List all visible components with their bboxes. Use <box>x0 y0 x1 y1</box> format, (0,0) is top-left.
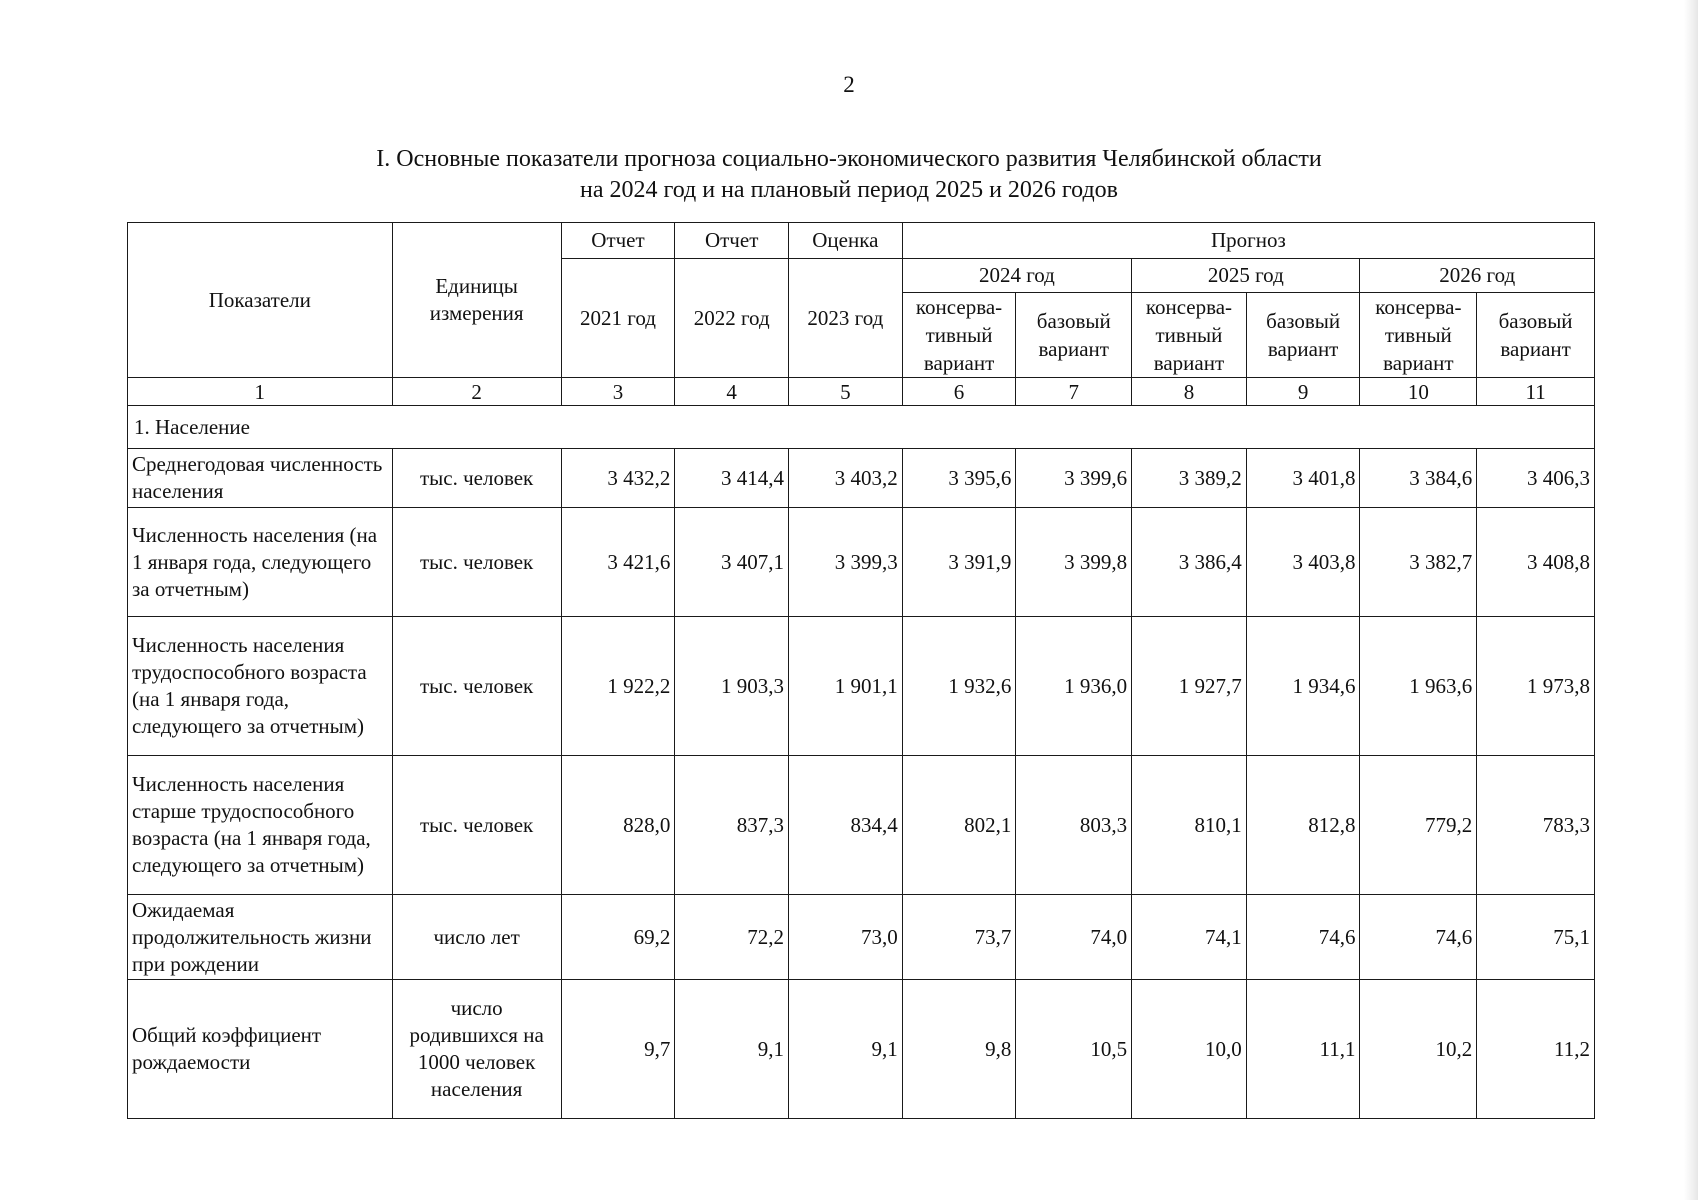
value-cell: 1 936,0 <box>1016 617 1132 756</box>
value-cell: 1 922,2 <box>561 617 675 756</box>
header-report-2022: Отчет <box>675 223 789 259</box>
unit-cell: тыс. человек <box>392 449 561 508</box>
value-cell: 810,1 <box>1132 756 1247 895</box>
header-variant-base-2025: базовый вариант <box>1246 293 1360 378</box>
title-line-1: I. Основные показатели прогноза социально-экономического развития Челябинской области <box>376 146 1322 172</box>
unit-cell: число родившихся на 1000 человек населения <box>392 980 561 1119</box>
column-number: 11 <box>1477 378 1595 406</box>
value-cell: 11,1 <box>1246 980 1360 1119</box>
value-cell: 10,2 <box>1360 980 1477 1119</box>
indicator-cell: Численность населения (на 1 января года, следующего за отчетным) <box>128 508 393 617</box>
column-number: 7 <box>1016 378 1132 406</box>
value-cell: 1 901,1 <box>789 617 903 756</box>
value-cell: 3 399,8 <box>1016 508 1132 617</box>
value-cell: 74,1 <box>1132 895 1247 980</box>
header-variant-conservative-2024: консерва-тивный вариант <box>902 293 1016 378</box>
value-cell: 1 934,6 <box>1246 617 1360 756</box>
value-cell: 3 432,2 <box>561 449 675 508</box>
forecast-table <box>127 222 1595 1119</box>
indicator-cell: Ожидаемая продолжительность жизни при рождении <box>128 895 393 980</box>
value-cell: 1 932,6 <box>902 617 1016 756</box>
column-number: 6 <box>902 378 1016 406</box>
unit-cell: число лет <box>392 895 561 980</box>
value-cell: 69,2 <box>561 895 675 980</box>
column-number: 5 <box>789 378 903 406</box>
value-cell: 3 406,3 <box>1477 449 1595 508</box>
value-cell: 3 403,2 <box>789 449 903 508</box>
unit-cell: тыс. человек <box>392 617 561 756</box>
unit-cell: тыс. человек <box>392 508 561 617</box>
header-variant-base-2024: базовый вариант <box>1016 293 1132 378</box>
value-cell: 10,0 <box>1132 980 1247 1119</box>
header-variant-conservative-2026: консерва-тивный вариант <box>1360 293 1477 378</box>
column-number: 3 <box>561 378 675 406</box>
indicator-cell: Общий коэффициент рождаемости <box>128 980 393 1119</box>
value-cell: 783,3 <box>1477 756 1595 895</box>
value-cell: 72,2 <box>675 895 789 980</box>
column-number: 2 <box>392 378 561 406</box>
header-forecast: Прогноз <box>902 223 1594 259</box>
value-cell: 834,4 <box>789 756 903 895</box>
column-number: 1 <box>128 378 393 406</box>
value-cell: 1 927,7 <box>1132 617 1247 756</box>
header-variant-base-2026: базовый вариант <box>1477 293 1595 378</box>
column-number: 9 <box>1246 378 1360 406</box>
scan-edge-shadow <box>1684 0 1698 1200</box>
header-year-2022: 2022 год <box>675 259 789 378</box>
header-indicator: Показатели <box>128 223 393 378</box>
value-cell: 812,8 <box>1246 756 1360 895</box>
value-cell: 74,6 <box>1246 895 1360 980</box>
title-line-2: на 2024 год и на плановый период 2025 и 2026 годов <box>579 177 1119 203</box>
value-cell: 9,1 <box>675 980 789 1119</box>
header-year-2023: 2023 год <box>789 259 903 378</box>
value-cell: 3 414,4 <box>675 449 789 508</box>
column-number: 8 <box>1132 378 1247 406</box>
value-cell: 9,8 <box>902 980 1016 1119</box>
column-number: 10 <box>1360 378 1477 406</box>
indicator-cell: Среднегодовая численность населения <box>128 449 393 508</box>
value-cell: 803,3 <box>1016 756 1132 895</box>
value-cell: 3 386,4 <box>1132 508 1247 617</box>
value-cell: 3 395,6 <box>902 449 1016 508</box>
table-row <box>128 617 1595 756</box>
value-cell: 3 382,7 <box>1360 508 1477 617</box>
value-cell: 802,1 <box>902 756 1016 895</box>
table-row <box>128 449 1595 508</box>
value-cell: 75,1 <box>1477 895 1595 980</box>
indicator-cell: Численность населения старше трудоспособного возраста (на 1 января года, следующего за отчетным) <box>128 756 393 895</box>
value-cell: 3 389,2 <box>1132 449 1247 508</box>
table-row <box>128 756 1595 895</box>
table-row <box>128 980 1595 1119</box>
value-cell: 3 401,8 <box>1246 449 1360 508</box>
column-number: 4 <box>675 378 789 406</box>
value-cell: 3 421,6 <box>561 508 675 617</box>
section-title: 1. Население <box>128 406 1595 449</box>
value-cell: 9,7 <box>561 980 675 1119</box>
table-row <box>128 895 1595 980</box>
unit-cell: тыс. человек <box>392 756 561 895</box>
header-year-2024: 2024 год <box>902 259 1131 293</box>
value-cell: 3 399,6 <box>1016 449 1132 508</box>
header-estimate-2023: Оценка <box>789 223 903 259</box>
header-year-2026: 2026 год <box>1360 259 1595 293</box>
value-cell: 73,0 <box>789 895 903 980</box>
value-cell: 74,0 <box>1016 895 1132 980</box>
value-cell: 74,6 <box>1360 895 1477 980</box>
header-report-2021: Отчет <box>561 223 675 259</box>
page-number: 2 <box>843 72 855 97</box>
value-cell: 1 903,3 <box>675 617 789 756</box>
value-cell: 3 408,8 <box>1477 508 1595 617</box>
indicator-cell: Численность населения трудоспособного возраста (на 1 января года, следующего за отчетным) <box>128 617 393 756</box>
value-cell: 3 407,1 <box>675 508 789 617</box>
header-unit: Единицы измерения <box>392 223 561 378</box>
header-variant-conservative-2025: консерва-тивный вариант <box>1132 293 1247 378</box>
value-cell: 73,7 <box>902 895 1016 980</box>
value-cell: 3 403,8 <box>1246 508 1360 617</box>
value-cell: 1 973,8 <box>1477 617 1595 756</box>
value-cell: 779,2 <box>1360 756 1477 895</box>
value-cell: 828,0 <box>561 756 675 895</box>
section-row <box>128 406 1595 449</box>
value-cell: 3 391,9 <box>902 508 1016 617</box>
header-year-2021: 2021 год <box>561 259 675 378</box>
header-year-2025: 2025 год <box>1132 259 1360 293</box>
table-row <box>128 508 1595 617</box>
column-number-row <box>128 378 1595 406</box>
value-cell: 1 963,6 <box>1360 617 1477 756</box>
value-cell: 10,5 <box>1016 980 1132 1119</box>
value-cell: 3 384,6 <box>1360 449 1477 508</box>
value-cell: 11,2 <box>1477 980 1595 1119</box>
document-title <box>0 144 1698 206</box>
value-cell: 9,1 <box>789 980 903 1119</box>
value-cell: 3 399,3 <box>789 508 903 617</box>
value-cell: 837,3 <box>675 756 789 895</box>
